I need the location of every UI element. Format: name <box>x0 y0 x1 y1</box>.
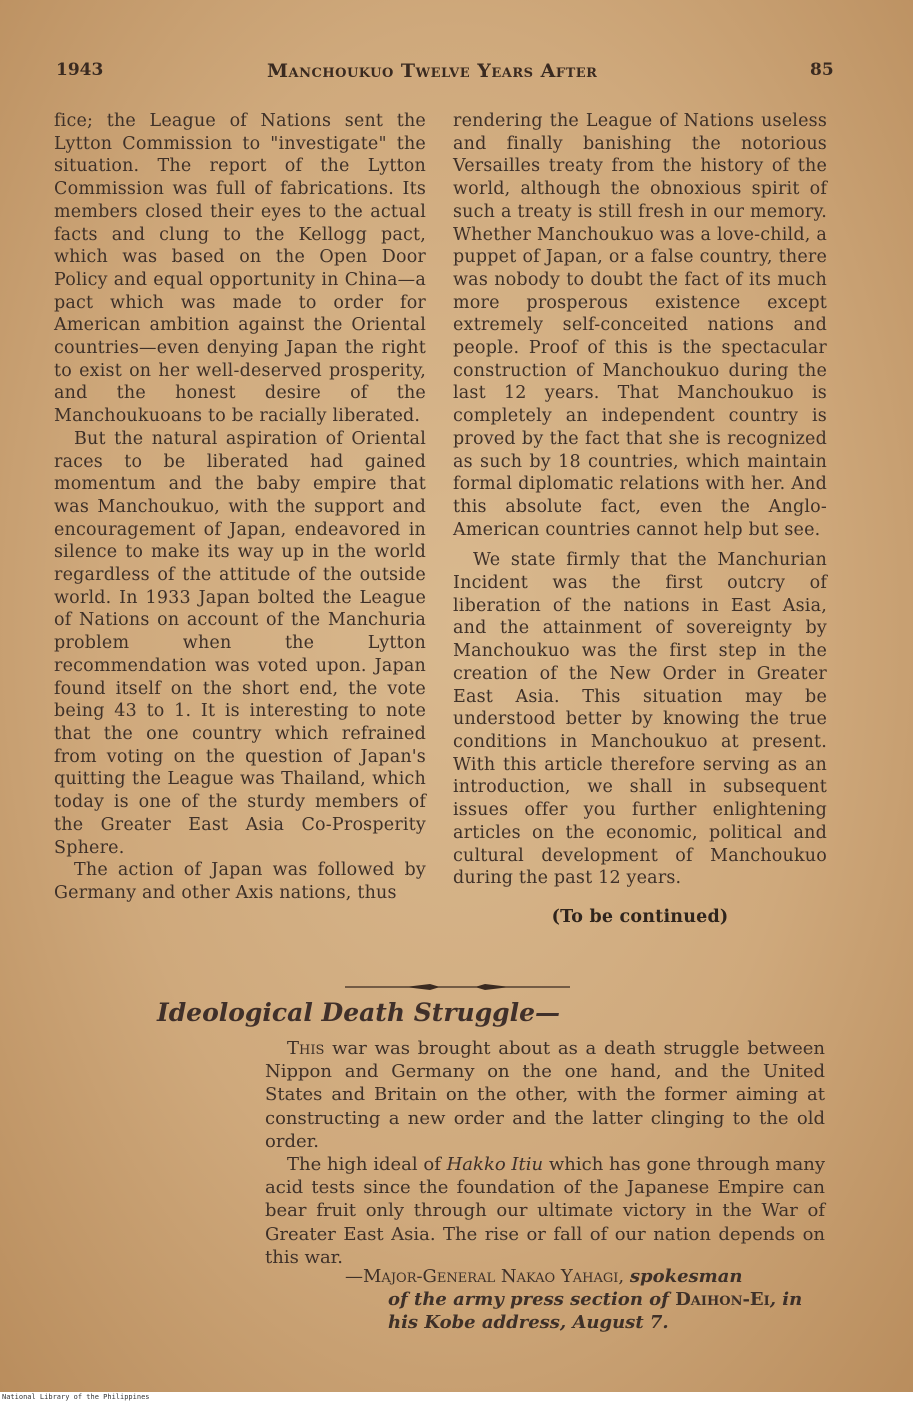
quote-body <box>265 1037 825 1269</box>
header-title: Manchoukuo Twelve Years After <box>267 60 598 82</box>
quote-paragraph-2-text-a: The high ideal of <box>287 1154 447 1176</box>
quote-paragraph-1-text: war was brought about as a death struggle between Nippon and Germany on the one hand, and the United States and Britain on the other, with the former aiming at constructing a new order and the latter clinging to the old order. <box>265 1038 825 1152</box>
left-paragraph-2: But the natural aspiration of Oriental races to be liberated had gained momentum and the baby empire that was Manchoukuo, with the support and encouragement of Japan, endeavored in silence to make its way up in the world regardless of the attitude of the outside world. In 1933 Japan bolted the League of Nations on account of the Manchuria problem when the Lytton recommendation was voted upon. Japan found itself on the short end, the vote being 43 to 1. It is interesting to note that the one country which refrained from voting on the question of Japan's quitting the League was Thailand, which today is one of the sturdy members of the Greater East Asia Co-Prosperity Sphere. <box>54 428 426 858</box>
right-paragraph-1: rendering the League of Nations useless and finally banishing the notorious Versailles treaty from the history of the world, although the obnoxious spirit of such a treaty is still fresh in our memory. Whether Manchoukuo was a love-child, a puppet of Japan, or a false country, there was nobody to doubt the fact of its much more prosperous existence except extremely self-conceited nations and people. Proof of this is the spectacular construction of Manchoukuo during the last 12 years. That Manchoukuo is completely an independent country is proved by the fact that she is recognized as such by 18 countries, which maintain formal diplomatic relations with her. And this absolute fact, even the Anglo-American countries cannot help but see. <box>453 111 827 540</box>
attribution-line-2 <box>345 1288 802 1311</box>
library-credit: National Library of the Philippines <box>0 1392 913 1403</box>
right-column <box>453 110 827 929</box>
header-year: 1943 <box>56 60 104 80</box>
attribution-line-3: his Kobe address, August 7. <box>388 1312 669 1333</box>
right-paragraph-2: We state firmly that the Manchurian Incident was the first outcry of liberation of the nations in East Asia, and the attainment of sovereignty by Manchoukuo was the first step in the creation of the New Order in Greater East Asia. This situation may be understood better by knowing the true conditions in Manchoukuo at present. With this article therefore serving as an introduction, we shall in subsequent issues offer you further enlightening articles on the economic, political and cultural development of Manchoukuo during the past 12 years. <box>453 550 827 889</box>
attribution <box>345 1265 802 1334</box>
attribution-org: Daihon-Ei <box>675 1289 770 1310</box>
header-page-number: 85 <box>810 60 834 80</box>
attribution-line-2-a: of the army press section of <box>388 1289 676 1310</box>
attribution-line-2-b: , in <box>769 1289 803 1310</box>
quote-paragraph-1 <box>265 1037 825 1153</box>
quote-lead-word: This <box>287 1038 325 1059</box>
left-paragraph-3: The action of Japan was followed by Germany and other Axis nations, thus <box>54 860 426 903</box>
attribution-role: spokesman <box>629 1266 743 1287</box>
left-column <box>54 110 426 905</box>
attribution-line-1 <box>345 1265 802 1288</box>
quote-term: Hakko Itiu <box>446 1154 544 1176</box>
quote-paragraph-2-text-b: which has gone through many acid tests since the foundation of the Japanese Empire can bear fruit only through our ultimate victory in the War of Greater East Asia. The rise or fall of our nation depends on this war. <box>265 1154 825 1268</box>
continued-note: (To be continued) <box>551 906 729 927</box>
ornamental-divider <box>345 982 570 992</box>
quote-paragraph-2 <box>265 1153 825 1269</box>
left-paragraph-1: fice; the League of Nations sent the Lytton Commission to "investigate" the situation. The report of the Lytton Commission was full of fabrications. Its members closed their eyes to the actual facts and clung to the Kellogg pact, which was based on the Open Door Policy and equal opportunity in China—a pact which was made to order for American ambition against the Oriental countries—even denying Japan the right to exist on her well-deserved prosperity, and the honest desire of the Manchoukuoans to be racially liberated. <box>54 111 426 427</box>
attribution-name: —Major-General Nakao Yahagi, <box>345 1266 625 1287</box>
box-title: Ideological Death Struggle— <box>157 998 561 1027</box>
